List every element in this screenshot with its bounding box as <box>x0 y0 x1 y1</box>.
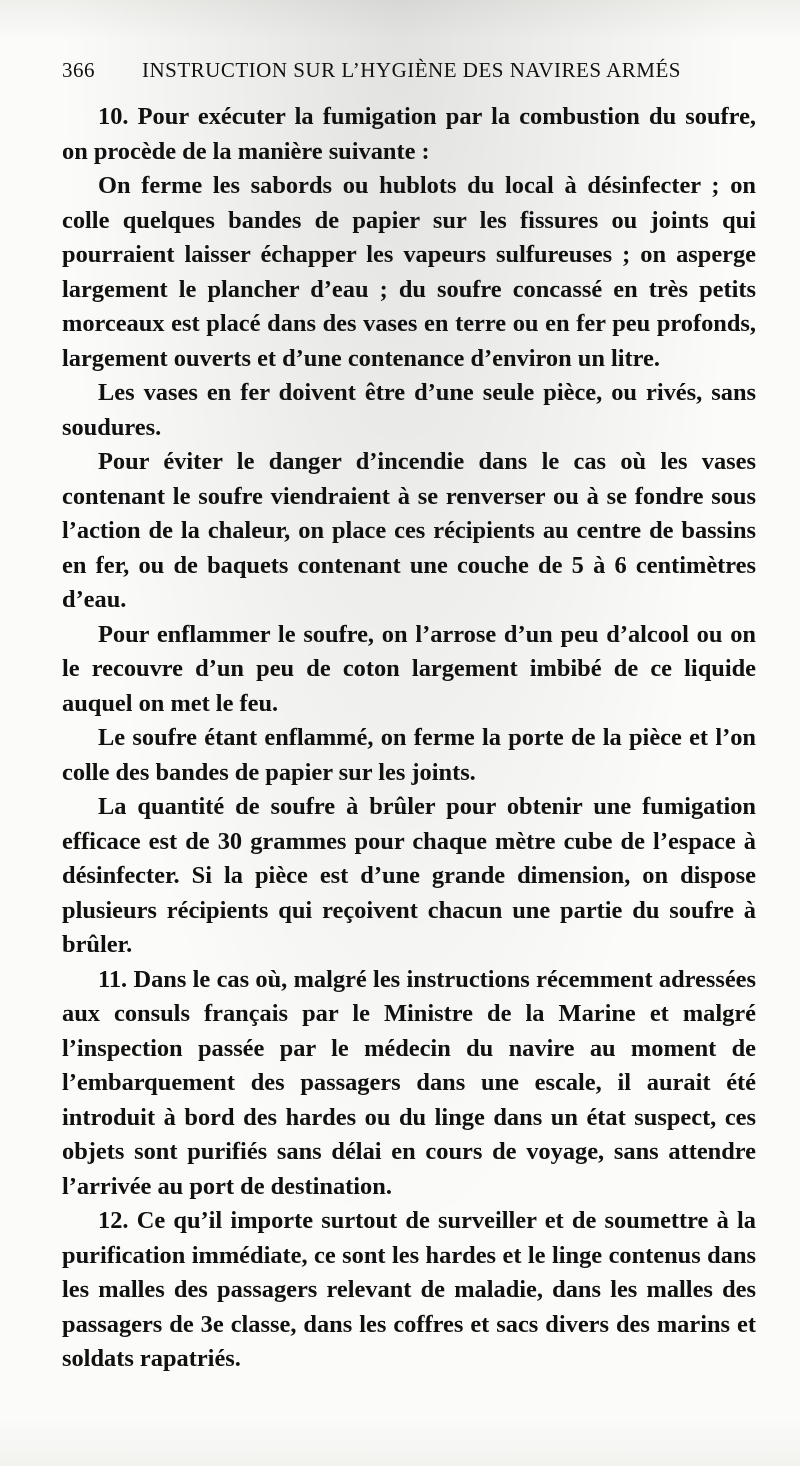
paragraph-sealing: Le soufre étant enflammé, on ferme la porte de la pièce et l’on colle des bandes de papier sur les joints. <box>62 724 756 786</box>
paragraph-quantity: La quantité de soufre à brûler pour obtenir une fumigation efficace est de 30 grammes pour chaque mètre cube de l’espace à désinfecter. Si la pièce est d’une grande dimension, on dispose plusieurs récipients qui reçoivent chacun une partie du soufre à brûler. <box>62 793 756 958</box>
body-text <box>62 100 756 1377</box>
paragraph-ignition: Pour enflammer le soufre, on l’arrose d’un peu d’alcool ou on le recouvre d’un peu de coton largement imbibé de ce liquide auquel on met le feu. <box>62 620 756 717</box>
running-title: INSTRUCTION SUR L’HYGIÈNE DES NAVIRES ARMÉS <box>142 58 681 82</box>
paragraph-12: 12. Ce qu’il importe surtout de surveiller et de soumettre à la purification immédiate, ce sont les hardes et le linge contenus dans les malles des passagers relevant de maladie, dans les malles des passagers de 3e classe, dans les coffres et sacs divers des marins et soldats rapatriés. <box>62 1207 756 1372</box>
paragraph-procedure: On ferme les sabords ou hublots du local à désinfecter ; on colle quelques bandes de papier sur les fissures ou joints qui pourraient laisser échapper les vapeurs sulfureuses ; on asperge largement le plancher d’eau ; du soufre concassé en très petits morceaux est placé dans des vases en terre ou en fer peu profonds, largement ouverts et d’une contenance d’environ un litre. <box>62 172 756 372</box>
paragraph-10: 10. Pour exécuter la fumigation par la combustion du soufre, on procède de la manière suivante : <box>62 103 756 165</box>
page-header <box>62 58 742 88</box>
page-number: 366 <box>62 58 95 82</box>
paragraph-fire-danger: Pour éviter le danger d’incendie dans le cas où les vases contenant le soufre viendraient à se renverser ou à se fondre sous l’action de la chaleur, on place ces récipients au centre de bassins en fer, ou de baquets contenant une couche de 5 à 6 centimètres d’eau. <box>62 448 756 613</box>
paragraph-11: 11. Dans le cas où, malgré les instructions récemment adressées aux consuls français par le Ministre de la Marine et malgré l’inspection passée par le médecin du navire au moment de l’embarquement des passagers dans une escale, il aurait été introduit à bord des hardes ou du linge dans un état suspect, ces objets sont purifiés sans délai en cours de voyage, sans attendre l’arrivée au port de destination. <box>62 965 756 1200</box>
paragraph-vases: Les vases en fer doivent être d’une seule pièce, ou rivés, sans soudures. <box>62 379 756 441</box>
